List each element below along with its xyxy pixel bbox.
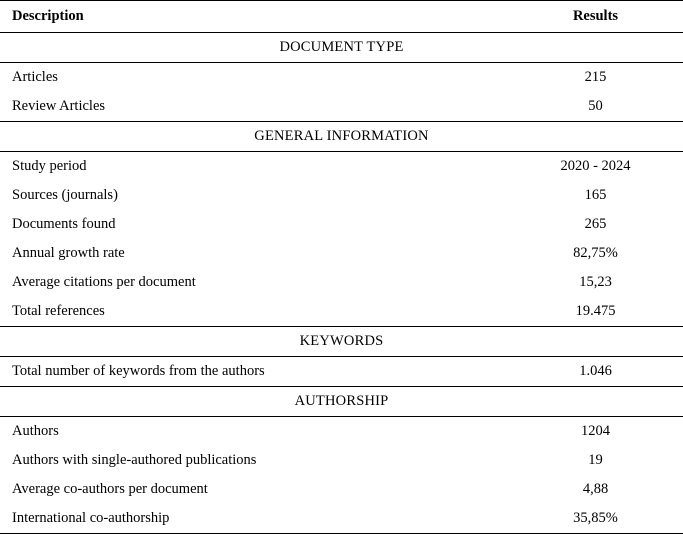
row-result: 265 bbox=[508, 210, 683, 239]
row-result: 82,75% bbox=[508, 239, 683, 268]
row-result: 19.475 bbox=[508, 297, 683, 327]
table-row bbox=[0, 357, 683, 387]
row-description: International co-authorship bbox=[0, 504, 508, 534]
row-description: Documents found bbox=[0, 210, 508, 239]
row-result: 15,23 bbox=[508, 268, 683, 297]
table-row bbox=[0, 210, 683, 239]
row-description: Total number of keywords from the authors bbox=[0, 357, 508, 387]
section-row-keywords bbox=[0, 327, 683, 357]
table-row bbox=[0, 504, 683, 534]
row-result: 165 bbox=[508, 181, 683, 210]
column-header-results: Results bbox=[508, 1, 683, 33]
section-row-authorship bbox=[0, 387, 683, 417]
table-row bbox=[0, 446, 683, 475]
row-description: Average co-authors per document bbox=[0, 475, 508, 504]
section-label: DOCUMENT TYPE bbox=[0, 33, 683, 63]
table-row bbox=[0, 152, 683, 182]
row-result: 1204 bbox=[508, 417, 683, 447]
row-result: 2020 - 2024 bbox=[508, 152, 683, 182]
table-row bbox=[0, 475, 683, 504]
column-header-description: Description bbox=[0, 1, 508, 33]
row-result: 4,88 bbox=[508, 475, 683, 504]
row-description: Study period bbox=[0, 152, 508, 182]
section-row-general-information bbox=[0, 122, 683, 152]
section-label: AUTHORSHIP bbox=[0, 387, 683, 417]
row-result: 19 bbox=[508, 446, 683, 475]
row-description: Review Articles bbox=[0, 92, 508, 122]
row-result: 1.046 bbox=[508, 357, 683, 387]
table-header-row bbox=[0, 1, 683, 33]
table-row bbox=[0, 417, 683, 447]
row-description: Sources (journals) bbox=[0, 181, 508, 210]
table-row bbox=[0, 63, 683, 93]
section-label: GENERAL INFORMATION bbox=[0, 122, 683, 152]
row-description: Total references bbox=[0, 297, 508, 327]
row-result: 215 bbox=[508, 63, 683, 93]
row-description: Authors with single-authored publications bbox=[0, 446, 508, 475]
table-row bbox=[0, 181, 683, 210]
table-row bbox=[0, 297, 683, 327]
row-description: Average citations per document bbox=[0, 268, 508, 297]
row-description: Annual growth rate bbox=[0, 239, 508, 268]
table-row bbox=[0, 92, 683, 122]
section-label: KEYWORDS bbox=[0, 327, 683, 357]
section-row-document-type bbox=[0, 33, 683, 63]
table-row bbox=[0, 239, 683, 268]
row-description: Authors bbox=[0, 417, 508, 447]
row-description: Articles bbox=[0, 63, 508, 93]
row-result: 35,85% bbox=[508, 504, 683, 534]
row-result: 50 bbox=[508, 92, 683, 122]
table-row bbox=[0, 268, 683, 297]
